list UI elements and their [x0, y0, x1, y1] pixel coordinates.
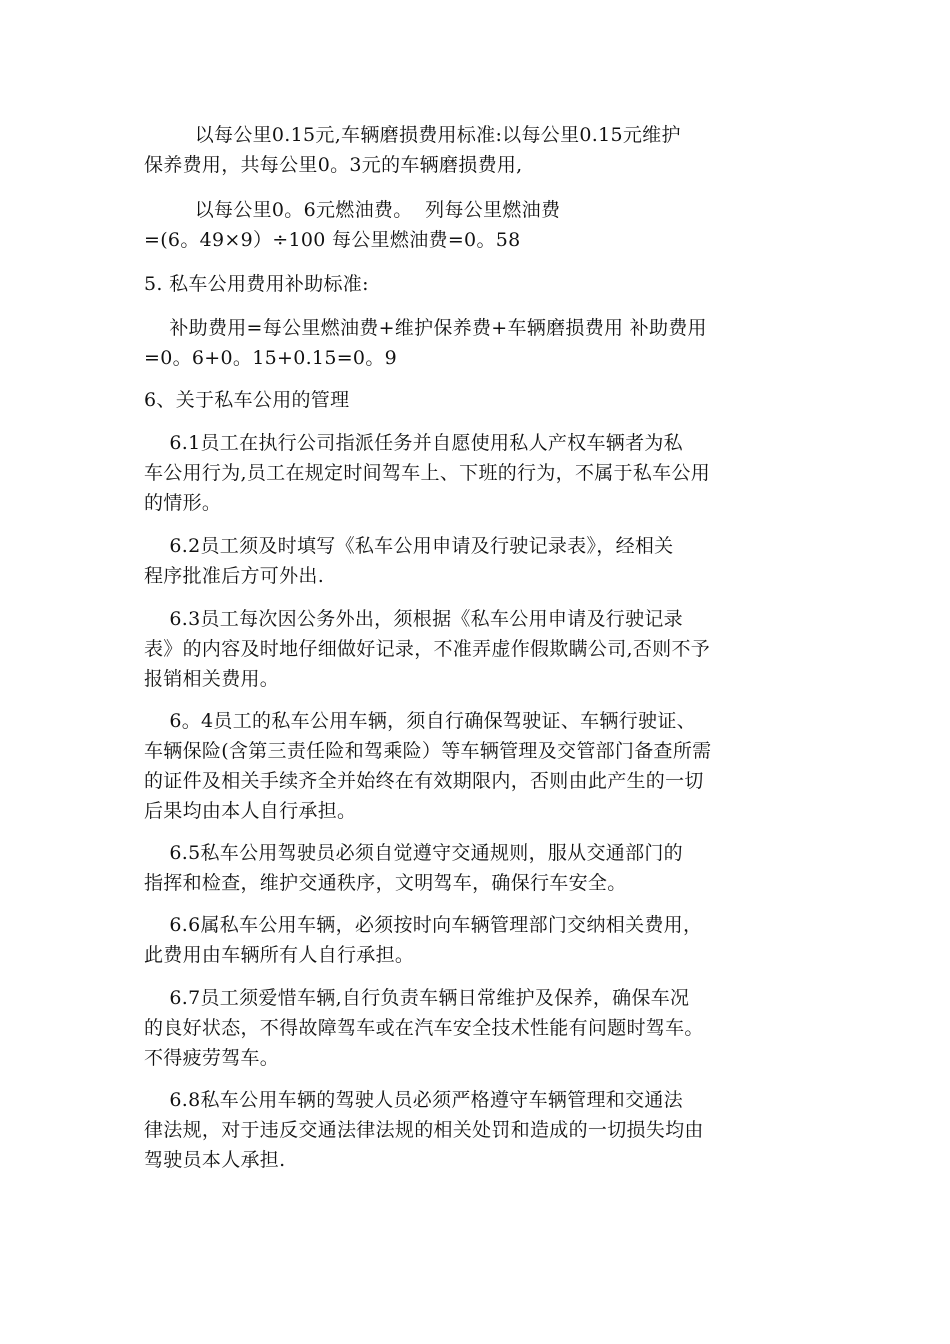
text-line: 以每公里0。6元燃油费。 列每公里燃油费 [144, 199, 561, 221]
paragraph-vehicle-wear-cost [144, 120, 804, 180]
text-line: 报销相关费用。 [144, 668, 280, 690]
clause-6-8 [144, 1085, 804, 1175]
clause-6-3 [144, 604, 804, 694]
clause-6-4 [144, 706, 804, 826]
text-line: 程序批准后方可外出. [144, 565, 325, 587]
text-line: 补助费用=每公里燃油费+维护保养费+车辆磨损费用 补助费用 [144, 317, 707, 339]
text-line: 后果均由本人自行承担。 [144, 800, 357, 822]
text-line: =0。6+0。15+0.15=0。9 [144, 347, 398, 369]
text-line: 6.3员工每次因公务外出，须根据《私车公用申请及行驶记录 [144, 608, 683, 630]
text-line: 6.2员工须及时填写《私车公用申请及行驶记录表》，经相关 [144, 535, 674, 557]
heading-line: 5. 私车公用费用补助标准: [144, 273, 369, 295]
text-line: 不得疲劳驾车。 [144, 1047, 280, 1069]
text-line: 6.5私车公用驾驶员必须自觉遵守交通规则，服从交通部门的 [144, 842, 683, 864]
text-line: 车辆保险(含第三责任险和驾乘险）等车辆管理及交管部门备查所需 [144, 740, 712, 762]
text-line: 的良好状态，不得故障驾车或在汽车安全技术性能有问题时驾车。 [144, 1017, 704, 1039]
text-line: =(6。49×9）÷100 每公里燃油费=0。58 [144, 229, 521, 251]
heading-line: 6、关于私车公用的管理 [144, 389, 350, 411]
text-line: 6.7员工须爱惜车辆,自行负责车辆日常维护及保养，确保车况 [144, 987, 690, 1009]
clause-6-6 [144, 910, 804, 970]
text-line: 驾驶员本人承担. [144, 1149, 286, 1171]
text-line: 6.8私车公用车辆的驾驶人员必须严格遵守车辆管理和交通法 [144, 1089, 683, 1111]
text-line: 的证件及相关手续齐全并始终在有效期限内，否则由此产生的一切 [144, 770, 704, 792]
text-line: 6.1员工在执行公司指派任务并自愿使用私人产权车辆者为私 [144, 432, 683, 454]
section-heading-management [144, 385, 804, 415]
clause-6-7 [144, 983, 804, 1073]
text-line: 表》的内容及时地仔细做好记录，不准弄虚作假欺瞒公司,否则不予 [144, 638, 711, 660]
text-line: 此费用由车辆所有人自行承担。 [144, 944, 415, 966]
text-line: 律法规，对于违反交通法律法规的相关处罚和造成的一切损失均由 [144, 1119, 704, 1141]
clause-6-5 [144, 838, 804, 898]
paragraph-fuel-cost [144, 195, 804, 255]
text-line: 6.6属私车公用车辆，必须按时向车辆管理部门交纳相关费用， [144, 914, 703, 936]
text-line: 保养费用，共每公里0。3元的车辆磨损费用, [144, 154, 523, 176]
text-line: 以每公里0.15元,车辆磨损费用标准:以每公里0.15元维护 [144, 124, 681, 146]
text-line: 车公用行为,员工在规定时间驾车上、下班的行为，不属于私车公用 [144, 462, 711, 484]
clause-6-1 [144, 428, 804, 518]
text-line: 的情形。 [144, 492, 222, 514]
clause-6-2 [144, 531, 804, 591]
text-line: 指挥和检查，维护交通秩序，文明驾车，确保行车安全。 [144, 872, 627, 894]
paragraph-subsidy-formula [144, 313, 804, 373]
text-line: 6。4员工的私车公用车辆，须自行确保驾驶证、车辆行驶证、 [144, 710, 696, 732]
section-heading-subsidy-standard [144, 269, 804, 299]
